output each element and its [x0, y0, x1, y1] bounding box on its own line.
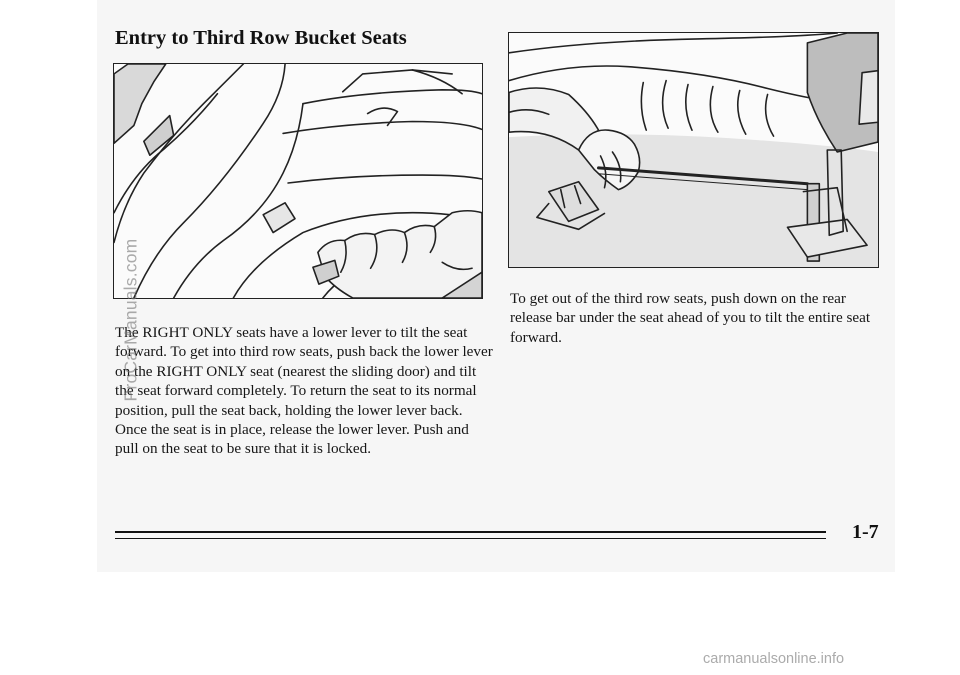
lower-lever-instructions: The RIGHT ONLY seats have a lower lever to tilt the seat forward. To get into third row seats, push back the lower lever on the RIGHT ONLY seat (nearest the sliding door) and tilt the seat forward completely. To return the seat to its normal position, pull the seat back, holding the lower lever back. Once the seat is in place, release the lower lever. Push and pull on the seat to be sure that it is locked.: [115, 324, 493, 458]
release-bar-illustration: [508, 32, 879, 268]
release-bar-instructions: To get out of the third row seats, push down on the rear release bar under the seat ahead of you to tilt the entire seat forward.: [510, 290, 871, 346]
page-number: 1-7: [852, 521, 879, 543]
section-heading: Entry to Third Row Bucket Seats: [115, 27, 407, 49]
footer-rule-thin: [115, 538, 826, 539]
footer-rule-thick: [115, 531, 826, 533]
side-watermark: [120, 200, 142, 440]
side-watermark-text: ProCarManuals.com: [120, 238, 141, 402]
lower-lever-illustration: [113, 63, 483, 299]
bottom-watermark: carmanualsonline.info: [703, 651, 845, 667]
